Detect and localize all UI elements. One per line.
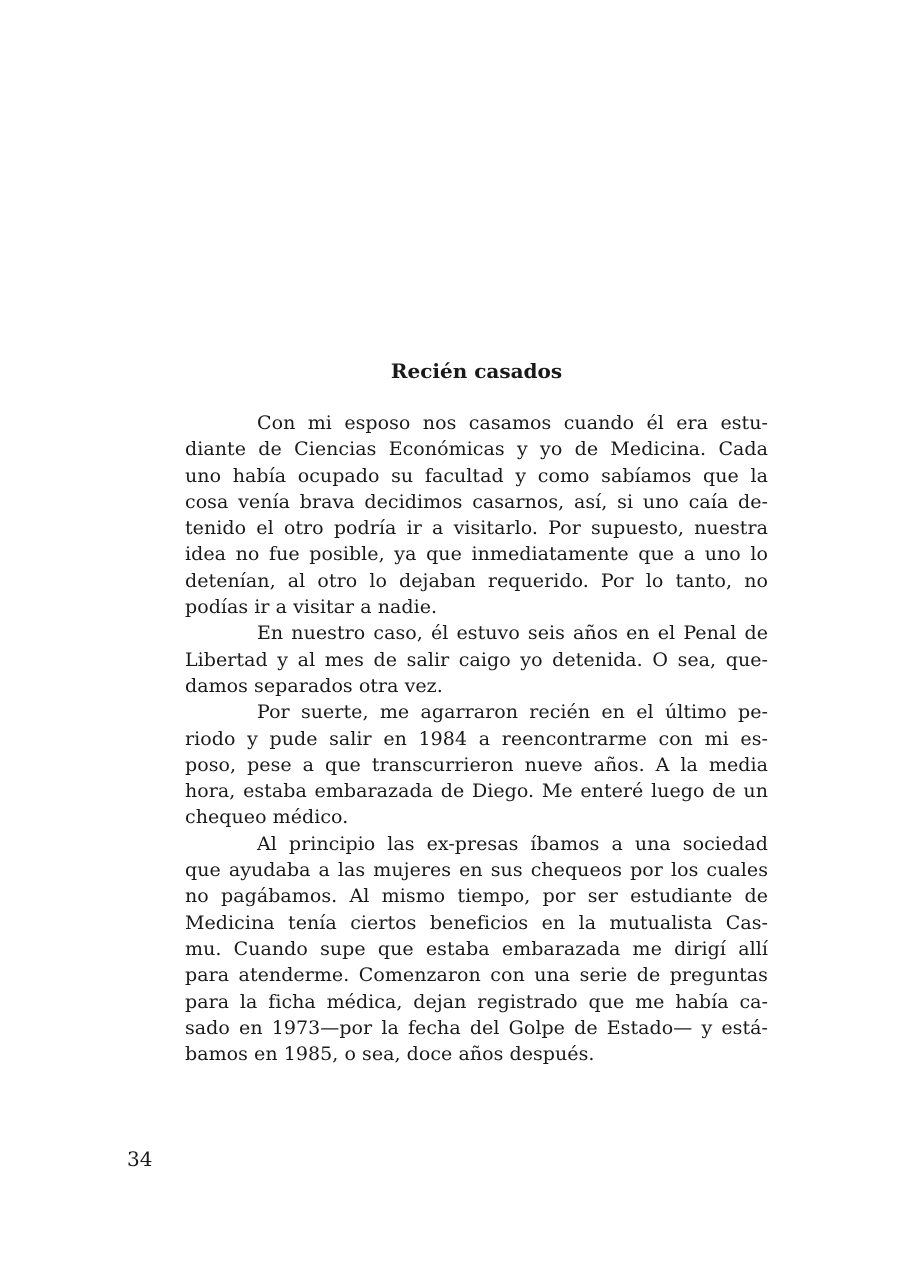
page-number: 34: [127, 1147, 153, 1171]
text-line: Por suerte, me agarraron recién en el último pe-: [257, 701, 768, 724]
text-line: idea no fue posible, ya que inmediatamente que a uno lo: [185, 543, 768, 566]
text-line: hora, estaba embarazada de Diego. Me enteré luego de un: [185, 780, 768, 803]
body-text: [185, 410, 768, 1067]
text-line: para atenderme. Comenzaron con una serie de preguntas: [185, 964, 768, 987]
text-line: Con mi esposo nos casamos cuando él era estu-: [257, 412, 768, 434]
text-line: En nuestro caso, él estuvo seis años en el Penal de: [257, 622, 768, 645]
paragraph: [185, 699, 768, 830]
text-line: damos separados otra vez.: [185, 674, 443, 697]
text-line: uno había ocupado su facultad y como sabíamos que la: [185, 464, 768, 487]
text-line: cosa venía brava decidimos casarnos, así, si uno caía de-: [185, 490, 768, 513]
text-line: podías ir a visitar a nadie.: [185, 596, 438, 619]
text-line: poso, pese a que transcurrieron nueve años. A la media: [185, 753, 768, 776]
text-line: para la ficha médica, dejan registrado que me había ca-: [185, 990, 768, 1013]
text-line: Libertad y al mes de salir caigo yo detenida. O sea, que-: [185, 648, 768, 671]
text-line: mu. Cuando supe que estaba embarazada me dirigí allí: [185, 937, 768, 960]
paragraph: [185, 620, 768, 699]
chapter-title: Recién casados: [390, 359, 563, 383]
text-line: diante de Ciencias Económicas y yo de Medicina. Cada: [185, 438, 768, 461]
paragraph: [185, 831, 768, 1068]
text-line: Al principio las ex-presas íbamos a una sociedad: [257, 832, 768, 855]
text-line: no pagábamos. Al mismo tiempo, por ser estudiante de: [185, 885, 768, 908]
text-line: bamos en 1985, o sea, doce años después.: [185, 1043, 595, 1066]
text-line: sado en 1973—por la fecha del Golpe de Estado— y está-: [185, 1016, 768, 1039]
paragraph: [185, 410, 768, 620]
text-line: detenían, al otro lo dejaban requerido. Por lo tanto, no: [185, 569, 768, 592]
text-line: riodo y pude salir en 1984 a reencontrarme con mi es-: [185, 727, 768, 750]
text-line: tenido el otro podría ir a visitarlo. Por supuesto, nuestra: [185, 517, 768, 540]
text-line: Medicina tenía ciertos beneficios en la mutualista Cas-: [185, 911, 768, 934]
text-line: chequeo médico.: [185, 806, 349, 829]
text-line: que ayudaba a las mujeres en sus chequeos por los cuales: [185, 859, 768, 882]
